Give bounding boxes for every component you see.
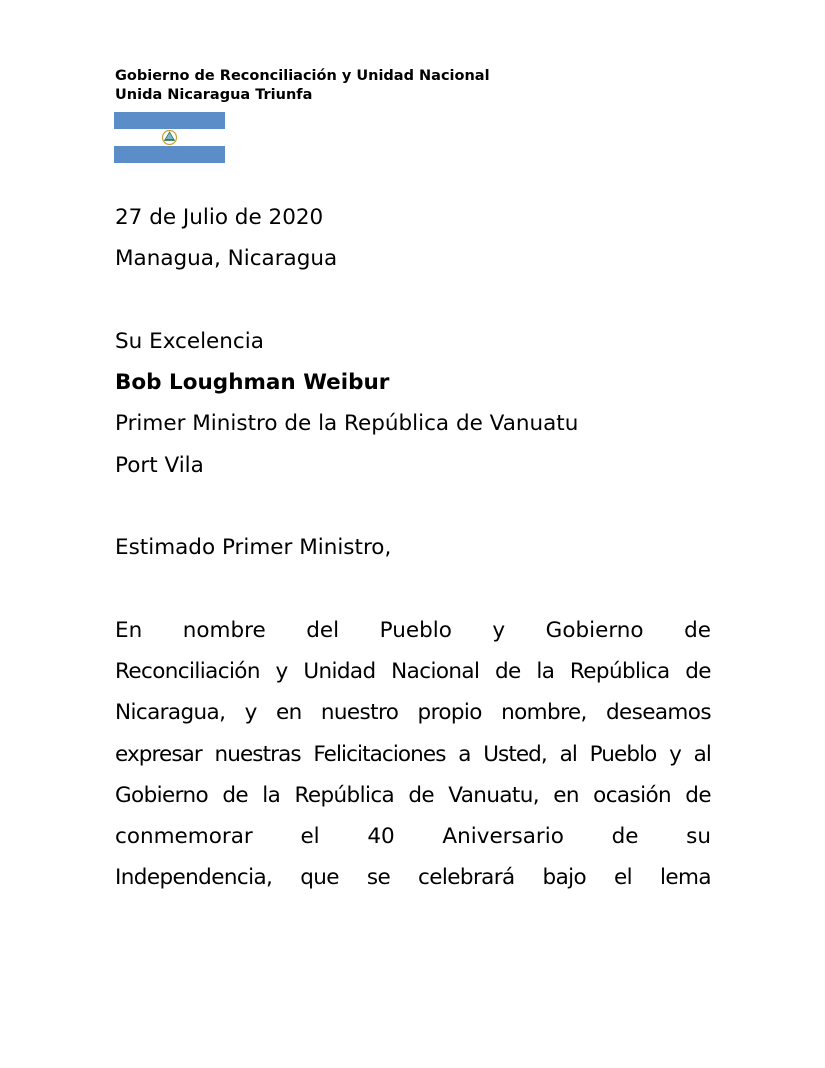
body-word: Aniversario — [442, 824, 564, 850]
body-word: Independencia, — [115, 865, 273, 891]
letter-place: Managua, Nicaragua — [115, 246, 338, 272]
body-word: Felicitaciones — [313, 741, 446, 767]
body-word: Reconciliación — [115, 659, 260, 685]
letterhead-slogan: Unida Nicaragua Triunfa — [115, 87, 313, 103]
body-word: República — [294, 782, 395, 808]
body-word: de — [495, 659, 521, 685]
body-word: nombre, — [501, 700, 587, 726]
nicaragua-flag-icon — [114, 112, 225, 163]
body-word: conmemorar — [115, 824, 253, 850]
body-word: Usted, — [483, 741, 547, 767]
body-word: Pueblo — [589, 741, 657, 767]
body-word: y — [669, 741, 681, 767]
body-word: bajo — [542, 865, 587, 891]
body-word: de — [408, 782, 435, 808]
body-word: al — [693, 741, 711, 767]
body-line-3 — [115, 692, 711, 733]
body-word: nuestro — [320, 700, 399, 726]
body-word: de — [222, 782, 249, 808]
body-word: Gobierno — [545, 618, 644, 643]
body-word: 40 — [367, 824, 395, 850]
body-word: Unidad — [303, 659, 376, 685]
body-word: en — [275, 700, 302, 726]
body-word: en — [553, 782, 579, 808]
letterhead — [115, 67, 490, 105]
body-word: la — [536, 659, 555, 685]
body-word: y — [275, 659, 288, 685]
body-word: lema — [660, 865, 711, 891]
recipient-position: Primer Ministro de la República de Vanuatu — [115, 411, 579, 437]
letter-body — [115, 610, 711, 898]
body-line-2 — [115, 651, 711, 692]
body-word: de — [685, 659, 711, 685]
body-word: la — [262, 782, 281, 808]
recipient-name: Bob Loughman Weibur — [115, 370, 390, 396]
recipient-title: Su Excelencia — [115, 329, 264, 354]
body-word: República — [569, 659, 670, 685]
greeting-block — [115, 527, 711, 568]
letter-greeting: Estimado Primer Ministro, — [115, 535, 392, 560]
recipient-block — [115, 321, 711, 486]
recipient-city: Port Vila — [115, 452, 204, 478]
body-word: su — [686, 824, 711, 850]
body-line-5 — [115, 775, 711, 816]
body-word: nombre — [182, 618, 266, 643]
date-block — [115, 197, 711, 279]
body-word: de — [611, 824, 639, 850]
body-word: al — [559, 741, 577, 767]
body-word: deseamos — [605, 700, 711, 726]
body-word: y — [244, 700, 257, 726]
body-word: Vanuatu, — [448, 782, 540, 808]
body-word: que — [300, 865, 339, 891]
body-word: Nacional — [391, 659, 480, 685]
body-word: se — [366, 865, 391, 891]
body-word: de — [684, 618, 711, 643]
letterhead-government-name: Gobierno de Reconciliación y Unidad Nacional — [115, 68, 490, 84]
body-word: celebrará — [418, 865, 515, 891]
body-word: expresar — [115, 741, 202, 767]
body-line-7 — [115, 857, 711, 898]
body-word: de — [685, 782, 711, 808]
body-line-1 — [115, 610, 711, 651]
body-word: Gobierno — [115, 782, 209, 808]
body-word: Nicaragua, — [115, 700, 226, 726]
body-word: del — [306, 618, 340, 643]
letter-date: 27 de Julio de 2020 — [115, 205, 324, 230]
body-line-4 — [115, 734, 711, 775]
body-word: nuestras — [214, 741, 301, 767]
body-word: ocasión — [593, 782, 672, 808]
body-word: el — [300, 824, 320, 850]
body-word: Pueblo — [379, 618, 452, 643]
body-line-6 — [115, 816, 711, 857]
body-word: propio — [417, 700, 482, 726]
body-word: el — [614, 865, 633, 891]
body-word: En — [115, 618, 143, 643]
body-word: y — [492, 618, 506, 643]
body-word: a — [458, 741, 471, 767]
